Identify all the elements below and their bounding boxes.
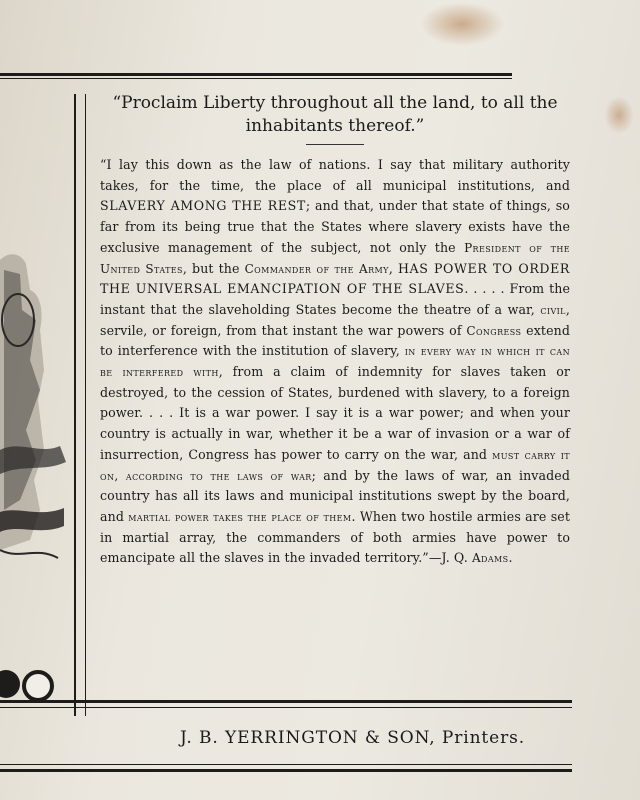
bottom-rule: [0, 700, 572, 703]
paragraph-text: ,: [388, 260, 398, 276]
paper-stain: [604, 96, 634, 134]
small-caps-phrase: civil: [540, 302, 566, 317]
top-rule-thin: [0, 78, 512, 79]
capitals-phrase: HAS POWER TO ORDER THE UNIVERSAL EMANCIPATION OF THE SLAVES: [100, 260, 570, 297]
paragraph-text: , but the: [182, 260, 245, 276]
article-column: [100, 92, 570, 569]
small-caps-phrase: Adams: [471, 551, 509, 566]
small-caps-phrase: Congress: [466, 323, 522, 338]
footer-rule: [0, 769, 572, 772]
small-caps-phrase: martial power takes the place of them: [128, 509, 352, 524]
paragraph-text: , from a claim of indemnity for slaves taken or destroyed, to the cession of States, burdened with slavery, to a foreign power. . . . It is a war power. I say it is a war power; and when your country is actually in war, whether it be a war of invasion or a war of insurrection, Congress has power to carry on the war, and: [100, 364, 570, 462]
paragraph-text: , servile, or foreign, from that instant the war powers of: [100, 301, 570, 338]
printer-imprint: J. B. YERRINGTON & SON, Printers.: [180, 728, 526, 748]
small-caps-phrase: President of the United States: [100, 240, 570, 276]
article-paragraph: [100, 155, 570, 569]
paragraph-text: ; and by the laws of war, an invaded country has all its laws and municipal institutions swept by the board, and: [100, 467, 570, 524]
engraving-illustration: [0, 250, 70, 710]
paragraph-text: .: [508, 550, 513, 566]
headline-separator: [306, 144, 364, 145]
column-divider: [74, 94, 76, 716]
small-caps-phrase: must carry it on, according to the laws of war: [100, 447, 570, 483]
footer-rule-thin: [0, 764, 572, 765]
small-caps-phrase: in every way in which it can be interfered with: [100, 344, 570, 380]
bottom-rule-thin: [0, 707, 572, 708]
paragraph-text: extend to interference with the institution of slavery,: [100, 322, 570, 359]
paragraph-text: . . . . . From the instant that the slaveholding States become the theatre of a war,: [100, 281, 570, 317]
column-divider-thin: [85, 94, 86, 716]
paragraph-text: “I lay this down as the law of nations. I say that military authority takes, for the time, the place of all municipal institutions, and: [100, 157, 570, 193]
small-caps-phrase: Commander of the Army: [244, 261, 389, 276]
capitals-phrase: SLAVERY AMONG THE REST: [100, 198, 306, 214]
paper-stain: [420, 2, 504, 46]
article-headline: “Proclaim Liberty throughout all the land, to all the inhabitants thereof.”: [112, 93, 558, 136]
paragraph-text: . When two hostile armies are set in martial array, the commanders of both armies have power to emancipate all the slaves in the invaded territory.”—J. Q.: [100, 508, 570, 566]
top-rule: [0, 73, 512, 76]
paragraph-text: ; and that, under that state of things, so far from its being true that the States where slavery exists have the exclusive management of the subject, not only the: [100, 198, 570, 255]
